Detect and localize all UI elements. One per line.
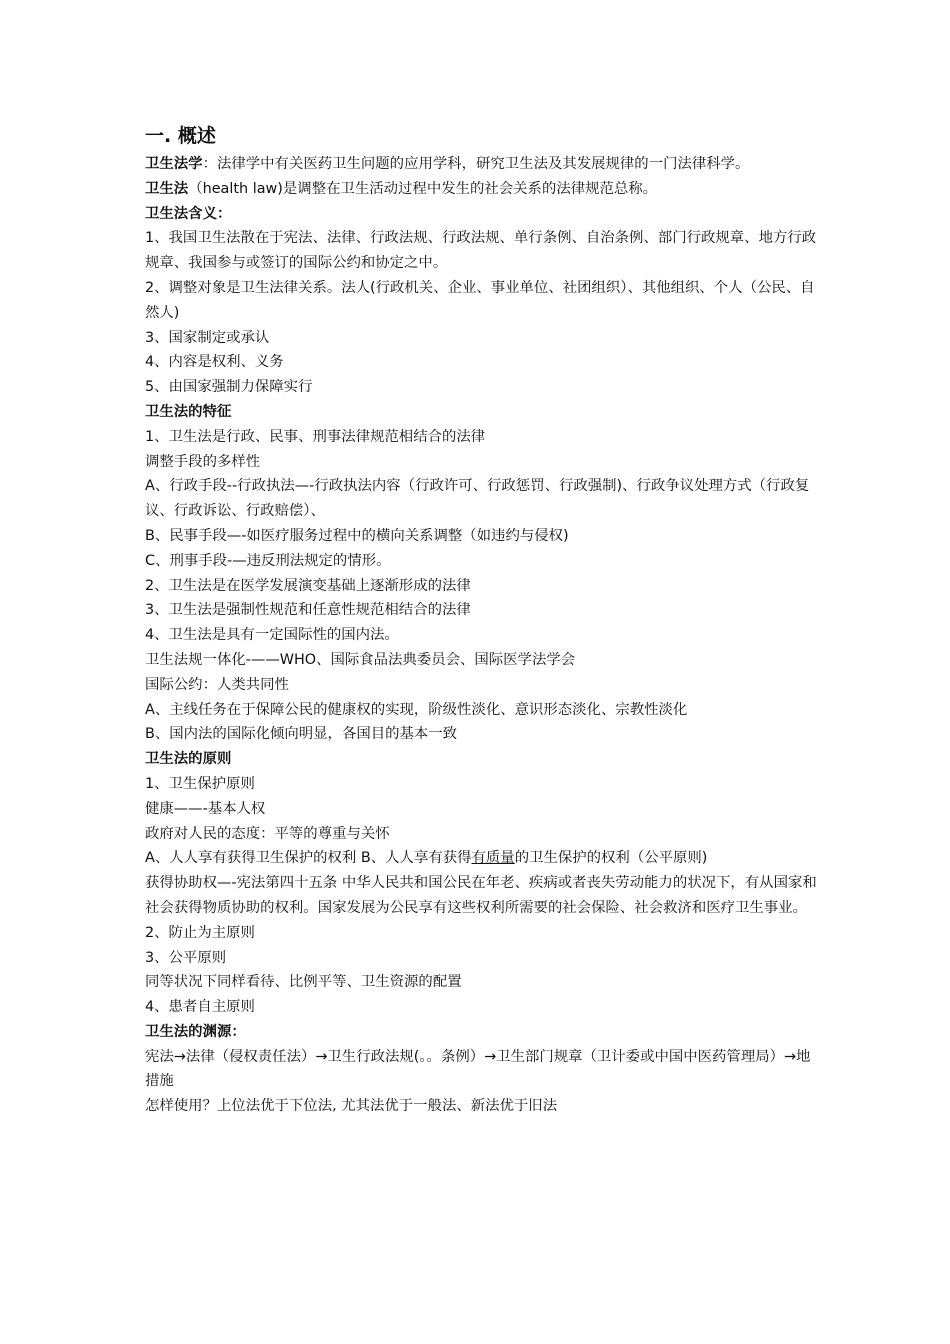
rights-paragraph — [145, 846, 820, 871]
paragraph: 1、卫生保护原则 — [145, 775, 255, 792]
document-page — [145, 122, 820, 1119]
paragraph: 3、卫生法是强制性规范和任意性规范相结合的法律 — [145, 602, 471, 619]
section-heading-sources: 卫生法的渊源： — [145, 1023, 246, 1040]
paragraph: B、国内法的国际化倾向明显，各国目的基本一致 — [145, 726, 458, 743]
paragraph: 调整手段的多样性 — [145, 453, 261, 470]
paragraph: 获得协助权—-宪法第四十五条 中华人民共和国公民在年老、疾病或者丧失劳动能力的状况下，有从国家和社会获得物质协助的权利。国家发展为公民享有这些权利所需要的社会保险、社会救济和医疗卫生事业。 — [145, 875, 817, 916]
section-heading-features: 卫生法的特征 — [145, 403, 232, 420]
paragraph: 4、卫生法是具有一定国际性的国内法。 — [145, 627, 399, 644]
paragraph: 4、内容是权利、义务 — [145, 354, 284, 371]
paragraph: 3、国家制定或承认 — [145, 329, 270, 346]
definition-health-law-science — [145, 152, 820, 177]
paragraph: 4、患者自主原则 — [145, 999, 255, 1016]
paragraph: 1、我国卫生法散在于宪法、法律、行政法规、行政法规、单行条例、自治条例、部门行政规章、地方行政规章、我国参与或签订的国际公约和协定之中。 — [145, 230, 817, 272]
paragraph: 2、防止为主原则 — [145, 924, 255, 941]
document-title: 一. 概述 — [145, 125, 216, 147]
rights-text-pre: A、人人享有获得卫生保护的权利 B、人人享有获得 — [145, 850, 472, 867]
paragraph: 5、由国家强制力保障实行 — [145, 379, 313, 396]
paragraph: B、民事手段—-如医疗服务过程中的横向关系调整（如违约与侵权) — [145, 527, 569, 544]
paragraph: 同等状况下同样看待、比例平等、卫生资源的配置 — [145, 974, 462, 991]
paragraph: 宪法→法律（侵权责任法）→卫生行政法规(。。条例）→卫生部门规章（卫计委或中国中医药管理局）→地措施 — [145, 1048, 811, 1090]
term-health-law: 卫生法 — [145, 180, 189, 197]
paragraph: A、主线任务在于保障公民的健康权的实现，阶级性淡化、意识形态淡化、宗教性淡化 — [145, 701, 688, 718]
section-heading-meaning: 卫生法含义： — [145, 205, 232, 222]
rights-text-post: 的卫生保护的权利（公平原则) — [514, 850, 708, 867]
section-heading-principles: 卫生法的原则 — [145, 751, 232, 768]
term-health-law-science: 卫生法学 — [145, 156, 203, 172]
paragraph: 怎样使用？上位法优于下位法, 尤其法优于一般法、新法优于旧法 — [145, 1098, 558, 1115]
paragraph: C、刑事手段-—违反刑法规定的情形。 — [145, 552, 391, 569]
underlined-text: 有质量 — [471, 850, 515, 867]
definition-health-law — [145, 177, 820, 202]
definition-text: （health law)是调整在卫生活动过程中发生的社会关系的法律规范总称。 — [188, 180, 658, 197]
paragraph: A、行政手段--行政执法—-行政执法内容（行政许可、行政惩罚、行政强制)、行政争议处理方式（行政复议、行政诉讼、行政赔偿）、 — [145, 478, 810, 520]
paragraph: 2、调整对象是卫生法律关系。法人(行政机关、企业、事业单位、社团组织）、其他组织、个人（公民、自然人) — [145, 279, 815, 321]
paragraph: 1、卫生法是行政、民事、刑事法律规范相结合的法律 — [145, 428, 486, 445]
paragraph: 2、卫生法是在医学发展演变基础上逐渐形成的法律 — [145, 577, 471, 594]
paragraph: 卫生法规一体化-——WHO、国际食品法典委员会、国际医学法学会 — [145, 651, 576, 668]
paragraph: 健康——-基本人权 — [145, 800, 266, 817]
paragraph: 国际公约：人类共同性 — [145, 676, 289, 693]
paragraph: 3、公平原则 — [145, 949, 227, 966]
paragraph: 政府对人民的态度：平等的尊重与关怀 — [145, 825, 390, 842]
definition-text: ：法律学中有关医药卫生问题的应用学科，研究卫生法及其发展规律的一门法律科学。 — [202, 156, 750, 172]
